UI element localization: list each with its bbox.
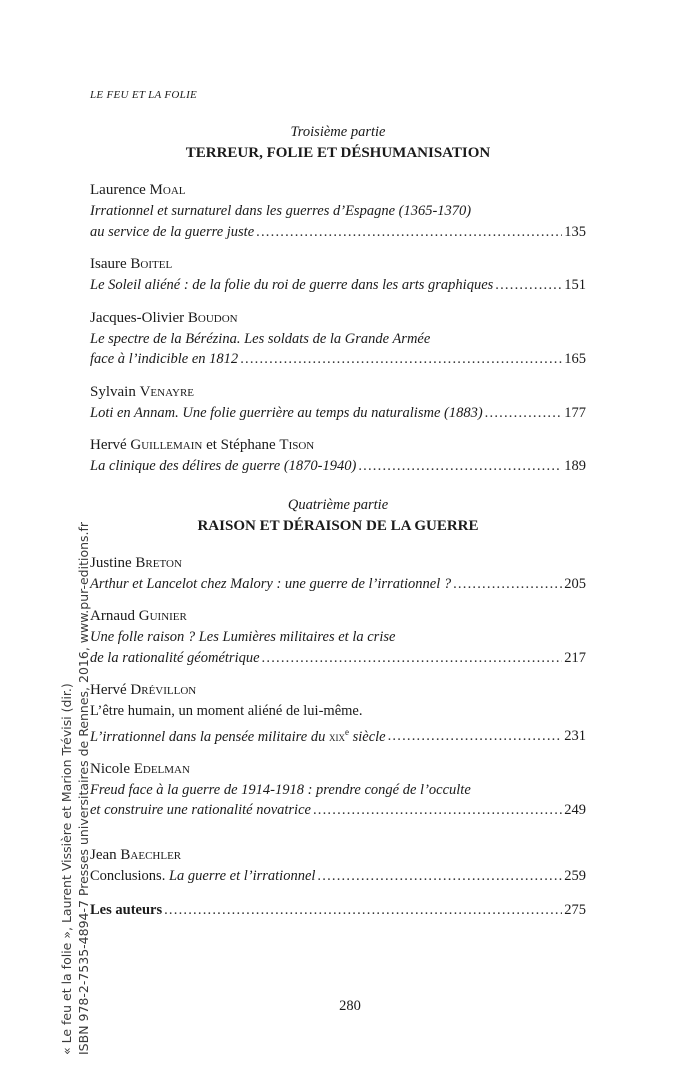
entry-author: Laurence Moal bbox=[90, 182, 186, 198]
running-head: LE FEU ET LA FOLIE bbox=[90, 89, 198, 101]
dot-leader bbox=[453, 574, 562, 595]
entry-title: Les auteurs bbox=[90, 902, 163, 919]
entry-page: 259 bbox=[564, 867, 586, 884]
entry-title-line: L’être humain, un moment aliéné de lui-même. bbox=[90, 703, 363, 719]
entry-author: Nicole Edelman bbox=[90, 760, 190, 777]
part-title: TERREUR, FOLIE ET DÉSHUMANISATION bbox=[185, 145, 491, 161]
toc-entry[interactable] bbox=[90, 382, 586, 424]
toc-entry[interactable] bbox=[90, 606, 586, 668]
entry-page: 135 bbox=[564, 223, 586, 240]
entry-leader-line bbox=[90, 722, 586, 747]
entry-title-line: Une folle raison ? Les Lumières militaires et la crise bbox=[90, 629, 396, 645]
entry-title: La clinique des délires de guerre (1870-1940) bbox=[90, 458, 357, 474]
entry-title-line: Le spectre de la Bérézina. Les soldats de la Grande Armée bbox=[90, 330, 431, 347]
toc-entry-conclusion[interactable] bbox=[90, 845, 586, 887]
side-note-line: ISBN 978-2-7535-4894-7 Presses universitaires de Rennes, 2016, www.pur-editions.fr bbox=[76, 521, 91, 1055]
entry-leader-line bbox=[90, 648, 586, 669]
entry-title: Conclusions. La guerre et l’irrationnel bbox=[90, 867, 316, 884]
entry-page: 231 bbox=[564, 728, 586, 745]
entry-leader-line bbox=[90, 900, 586, 921]
entry-leader-line bbox=[90, 866, 586, 887]
entry-subtitle: L’irrationnel dans la pensée militaire du xix$^e$ siècle bbox=[90, 726, 386, 745]
entry-title: Arthur et Lancelot chez Malory : une guerre de l’irrationnel ? bbox=[90, 575, 452, 592]
entry-leader-line bbox=[90, 222, 586, 243]
entry-leader-line bbox=[90, 574, 586, 595]
entry-author: Hervé Guillemain et Stéphane Tison bbox=[90, 437, 315, 453]
dot-leader bbox=[495, 275, 562, 296]
side-note-line: « Le feu et la folie », Laurent Vissière et Marion Trévisi (dir.) bbox=[59, 683, 74, 1055]
dot-leader bbox=[388, 726, 563, 747]
entry-title-end: et construire une rationalité novatrice bbox=[90, 802, 311, 819]
part-section bbox=[90, 122, 586, 477]
part-label: Troisième partie bbox=[290, 124, 386, 140]
dot-leader bbox=[262, 648, 563, 669]
toc-entry[interactable] bbox=[90, 435, 586, 477]
entry-page: 189 bbox=[564, 458, 586, 474]
entry-title: Loti en Annam. Une folie guerrière au temps du naturalisme (1883) bbox=[90, 404, 483, 421]
entry-title-end: de la rationalité géométrique bbox=[90, 649, 260, 666]
entry-leader-line bbox=[90, 456, 586, 477]
entry-author: Jacques-Olivier Boudon bbox=[90, 309, 238, 326]
toc-entry[interactable] bbox=[90, 308, 586, 370]
entry-leader-line bbox=[90, 275, 586, 296]
part-section bbox=[90, 495, 586, 821]
copyright-side-note bbox=[58, 522, 92, 1055]
part-title: RAISON ET DÉRAISON DE LA GUERRE bbox=[197, 517, 479, 534]
dot-leader bbox=[240, 349, 562, 370]
entry-leader-line bbox=[90, 403, 586, 424]
entry-page: 151 bbox=[564, 277, 586, 293]
part-label: Quatrième partie bbox=[287, 496, 389, 513]
dot-leader bbox=[317, 866, 562, 887]
entry-title-line: Freud face à la guerre de 1914-1918 : prendre congé de l’occulte bbox=[90, 781, 471, 798]
entry-page: 275 bbox=[564, 902, 586, 919]
entry-page: 165 bbox=[564, 351, 586, 367]
entry-page: 205 bbox=[564, 575, 586, 592]
dot-leader bbox=[358, 456, 562, 477]
entry-author: Hervé Drévillon bbox=[90, 682, 197, 698]
entry-author: Justine Breton bbox=[90, 554, 182, 571]
toc-entry[interactable] bbox=[90, 254, 586, 296]
entry-title-end: face à l’indicible en 1812 bbox=[90, 351, 239, 367]
entry-leader-line bbox=[90, 800, 586, 821]
entry-author: Sylvain Venayre bbox=[90, 383, 195, 400]
toc-entry-authors[interactable] bbox=[90, 900, 586, 921]
entry-title-end: au service de la guerre juste bbox=[90, 223, 255, 240]
dot-leader bbox=[485, 403, 563, 424]
entry-leader-line bbox=[90, 349, 586, 370]
toc-entry[interactable] bbox=[90, 180, 586, 242]
table-of-contents bbox=[90, 122, 586, 933]
page-number: 280 bbox=[339, 998, 361, 1014]
entry-title: Le Soleil aliéné : de la folie du roi de guerre dans les arts graphiques bbox=[90, 277, 494, 293]
toc-entry[interactable] bbox=[90, 680, 586, 747]
entry-author: Jean Baechler bbox=[90, 846, 182, 863]
entry-title-line: Irrationnel et surnaturel dans les guerres d’Espagne (1365-1370) bbox=[90, 203, 472, 219]
toc-entry[interactable] bbox=[90, 553, 586, 595]
dot-leader bbox=[164, 900, 562, 921]
entry-author: Isaure Boitel bbox=[90, 256, 173, 272]
toc-entry[interactable] bbox=[90, 759, 586, 821]
entry-page: 217 bbox=[564, 649, 586, 666]
entry-author: Arnaud Guinier bbox=[90, 608, 187, 624]
entry-page: 249 bbox=[564, 802, 586, 819]
entry-page: 177 bbox=[564, 404, 586, 421]
dot-leader bbox=[256, 222, 562, 243]
dot-leader bbox=[313, 800, 562, 821]
